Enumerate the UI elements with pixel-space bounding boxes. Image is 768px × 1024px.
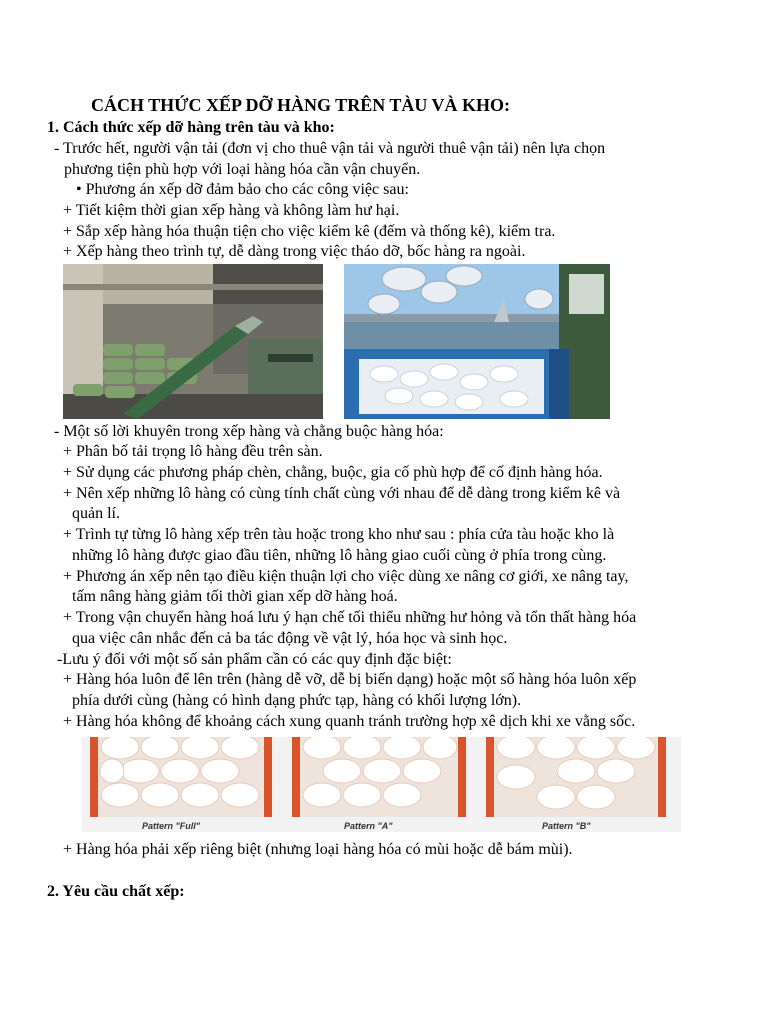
intro-line-2: phương tiện phù hợp với loại hàng hóa cần vận chuyển.: [64, 161, 421, 178]
pattern-a-label: Pattern "A": [344, 821, 393, 831]
advice-heading: - Một số lời khuyên trong xếp hàng và chằng buộc hàng hóa:: [54, 423, 444, 440]
pattern-b-label: Pattern "B": [542, 821, 591, 831]
page-title: CÁCH THỨC XẾP DỠ HÀNG TRÊN TÀU VÀ KHO:: [91, 95, 511, 115]
section-1-heading: 1. Cách thức xếp dỡ hàng trên tàu và kho:: [47, 119, 335, 136]
list-item: + Xếp hàng theo trình tự, dễ dàng trong việc tháo dỡ, bốc hàng ra ngoài.: [63, 243, 526, 260]
advice-line: tấm nâng hàng giảm tối thời gian xếp dỡ hàng hoá.: [72, 588, 398, 605]
bullet-text: Phương án xếp dỡ đảm bảo cho các công việc sau:: [85, 181, 409, 198]
barge-loading-photo: [344, 264, 610, 419]
note-line: + Hàng hóa không để khoảng cách xung quanh tránh trường hợp xê dịch khi xe vằng sốc.: [63, 713, 636, 730]
pattern-full-label: Pattern "Full": [142, 821, 201, 831]
advice-line: quản lí.: [72, 505, 120, 522]
advice-line: + Trình tự từng lô hàng xếp trên tàu hoặc trong kho như sau : phía cửa tàu hoặc kho là: [63, 526, 615, 543]
advice-line: qua việc cân nhắc đến cả ba tác động về vật lý, hóa học và sinh học.: [72, 630, 508, 647]
advice-line: + Sử dụng các phương pháp chèn, chằng, buộc, gia cố phù hợp để cố định hàng hóa.: [63, 464, 603, 481]
warehouse-loading-photo: [63, 264, 323, 419]
last-line: + Hàng hóa phải xếp riêng biệt (nhưng loại hàng hóa có mùi hoặc dễ bám mùi).: [63, 841, 573, 858]
intro-line-1: - Trước hết, người vận tải (đơn vị cho thuê vận tải và người thuê vận tải) nên lựa chọn: [54, 140, 606, 157]
section-2-heading: 2. Yêu cầu chất xếp:: [47, 883, 185, 900]
loading-patterns-diagram: [82, 737, 681, 832]
note-heading: -Lưu ý đối với một số sản phẩm cần có các quy định đặc biệt:: [57, 651, 452, 668]
advice-line: + Phương án xếp nên tạo điều kiện thuận lợi cho việc dùng xe nâng cơ giới, xe nâng tay,: [63, 568, 629, 585]
advice-line: những lô hàng được giao đầu tiên, những lô hàng giao cuối cùng ở phía trong cùng.: [72, 547, 607, 564]
note-line: phía dưới cùng (hàng có hình dạng phức tạp, hàng có khối lượng lớn).: [72, 692, 522, 709]
advice-line: + Trong vận chuyển hàng hoá lưu ý hạn chế tối thiểu những hư hỏng và tổn thất hàng hóa: [63, 609, 637, 626]
list-item: + Sắp xếp hàng hóa thuận tiện cho việc kiểm kê (đếm và thống kê), kiểm tra.: [63, 223, 556, 240]
note-line: + Hàng hóa luôn để lên trên (hàng dễ vỡ, dễ bị biến dạng) hoặc một số hàng hóa luôn xếp: [63, 671, 637, 688]
bullet-item: [76, 180, 409, 200]
advice-line: + Nên xếp những lô hàng có cùng tính chất cùng với nhau để dễ dàng trong kiểm kê và: [63, 485, 621, 502]
list-item: + Tiết kiệm thời gian xếp hàng và không làm hư hại.: [63, 202, 400, 219]
advice-line: + Phân bố tải trọng lô hàng đều trên sàn.: [63, 443, 323, 460]
bullet-icon: •: [76, 181, 82, 198]
